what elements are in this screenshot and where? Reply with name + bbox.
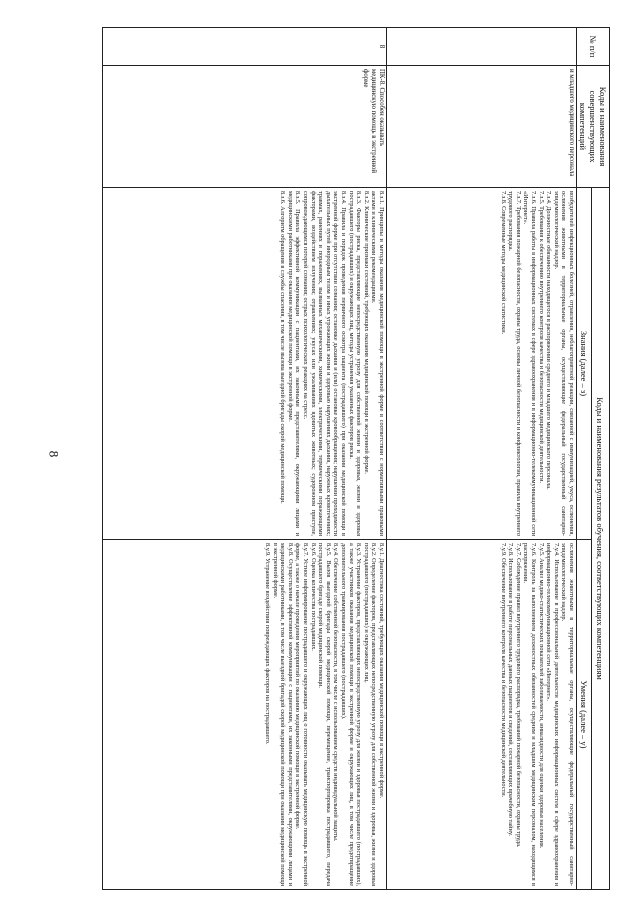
knowledge-item: 8.з.2. Клинические признаки состояний, требующих оказания медицинской помощи в экстренной форме.	[362, 191, 370, 474]
skill-item: 8.у.4. Обеспечение собственной безопасности, в том числе с использованием средств индивидуальной защиты.	[332, 543, 340, 842]
skills-cell	[387, 540, 577, 890]
knowledge-cell	[387, 188, 577, 540]
skills-cell	[103, 540, 387, 890]
knowledge-item: 8.з.1. Принципы и методы оказания медицинской помощи в экстренной форме в соответствии с нормативными правовыми актами и клиническими рекомендациями.	[370, 191, 385, 536]
skill-item: ослюнения животными в территориальные органы, осуществляющие федеральный государственный санитарно-эпидемиологический надзор.	[560, 543, 575, 887]
skill-item: 7.у.5. Анализ медико-статистических показателей заболеваемости, инвалидности для оценки здоровья населения.	[537, 543, 545, 849]
knowledge-item: 8.з.4. Правила и порядок проведения первичного осмотра пациента (пострадавшего) при оказании медицинской помощи в экстренной форме при отсутствии сознания; остановке дыхания и (или) остановке кровообращения; нарушении проходимости дыхательных путей инородным телом и иных угрожающих жизни и здоровью нарушениях дыхания, наружных кровотечениях; травмах, ранениях и поражениях, вызванных механическими, химическими, электрическими, термическими поражающими факторами, воздействием излучения; отравлениях; укусах или ужаливаниях ядовитых животных; судорожном приступе, сопровождающимся потерей сознания; острых психологических реакциях на стресс.	[302, 191, 348, 536]
knowledge-item: возбудителей инфекционных болезней, отравления, неблагоприятной реакции, связанной с иммунизацией, укуса, ослюнения, ослюнения животными в территориальные органы, осуществляющие федеральный государственный санитарно-эпидемиологический надзор.	[552, 191, 575, 536]
header-learning-outcomes: Коды и наименования результатов обучения, соответствующих компетенциям	[592, 188, 610, 890]
table-row	[387, 28, 577, 890]
header-competence: Коды и наименования совершенствующих компетенций	[577, 66, 610, 188]
skill-item: 8.у.9. Устранение воздействия повреждающих факторов на пострадавшего.	[264, 543, 272, 745]
skill-item: 8.у.2. Определение факторов, представляющих непосредственную угрозу для собственной жизни и здоровья, жизни и здоровья пострадавшего (пострадавших) и окружающих лиц.	[362, 543, 378, 887]
header-number: № п/п	[577, 28, 610, 66]
skill-item: 8.у.3. Устранение факторов, представляющих непосредственную угрозу для жизни и здоровья пострадавшего (пострадавших), а также участников оказания медицинской помощи в экстренной форме и окружающих лиц, в том числе предотвращение дополнительного травмирования пострадавшего (пострадавших).	[340, 543, 363, 887]
skill-item: 8.у.7. Устное информирование пострадавшего и окружающих лиц о готовности оказывать медицинскую помощь в экстренной форме, а также о начале проведения мероприятий по оказанию медицинской помощи в экстренной форме.	[294, 543, 310, 887]
skill-item: 8.у.1. Диагностика состояний, требующих оказания медицинской помощи в экстренной форме.	[378, 543, 385, 799]
skill-item: 8.у.5. Вызов выездной бригады скорой медицинской помощи, перемещение, транспортировка пострадавшего, передача пострадавшего бригаде скорой медицинской помощи.	[317, 543, 332, 887]
skill-item: 7.у.4. Использование в профессиональной деятельности медицинских информационных систем в сфере здравоохранения и информационно-телекоммуникационной сети «Интернет».	[545, 543, 560, 887]
knowledge-item: 8.з.6. Алгоритм обращения в службы спасения, в том числе вызова выездной бригады скорой медицинской помощи.	[279, 191, 287, 504]
skill-item: 7.у.7. Соблюдение правил внутреннего трудового распорядка, требований пожарной безопасности, охраны труда.	[514, 543, 522, 848]
row-number	[387, 28, 577, 66]
competence-cell: ПК-8. Способен оказывать медицинскую помощь в экстренной форме	[103, 66, 387, 188]
page-number: 8	[46, 450, 62, 458]
competencies-table	[102, 27, 610, 890]
knowledge-item: 8.з.5. Правила эффективной коммуникации с пациентами, их законными представителями, окружающими лицами и медицинскими работниками при оказании медицинской помощи в экстренной форме.	[286, 191, 302, 536]
header-knowledge: Знания (далее – з)	[577, 188, 592, 540]
knowledge-item: 7.з.4. Должностные обязанности находящегося в распоряжении среднего и младшего медицинского персонала.	[545, 191, 553, 490]
skill-item: 7.у.6. Контроль за выполнением должностных обязанностей средним и младшим медицинским персоналом, находящимся в распоряжении.	[522, 543, 538, 887]
knowledge-item: 7.з.5. Требования к обеспечению внутреннего контроля качества и безопасности медицинской деятельности.	[537, 191, 545, 484]
table-row	[103, 28, 387, 890]
competence-cell: и младшего медицинского персонала	[387, 66, 577, 188]
rotated-page-content	[102, 27, 610, 889]
knowledge-cell	[103, 188, 387, 540]
skill-item: 8.у.8. Осуществление эффективной коммуникации с пациентами, их законными представителями, окружающими лицами и медицинскими работниками, в том числе выездной бригадой скорой медицинской помощи при оказании медицинской помощи в экстренной форме.	[271, 543, 294, 887]
row-number: 8	[103, 28, 387, 66]
skill-item: 7.у.9. Обеспечение внутреннего контроля качества и безопасности медицинской деятельности.	[499, 543, 507, 798]
knowledge-item: 7.з.6. Правила работы в информационных системах в сфере здравоохранения и в информационно-телекоммуникационной сети «Интернет».	[522, 191, 538, 536]
knowledge-item: 7.з.8. Современные методы медицинской статистики.	[499, 191, 507, 335]
header-skills: Умения (далее – у)	[577, 540, 592, 890]
skill-item: 7.у.8. Использование в работе персональных данных пациентов и сведений, составляющих врачебную тайну.	[507, 543, 515, 836]
skill-item: 8.у.6. Оценка количества пострадавших.	[309, 543, 317, 651]
knowledge-item: 7.з.7. Требования пожарной безопасности, охраны труда, основы личной безопасности и конфликтологии, правила внутреннего трудового распорядка.	[507, 191, 522, 536]
knowledge-item: 8.з.3. Факторы риска, представляющие непосредственную угрозу для собственной жизни и здоровья, жизни и здоровья пострадавшего (пострадавших) и окружающих лиц, методы устранения указанных факторов риска.	[347, 191, 363, 536]
